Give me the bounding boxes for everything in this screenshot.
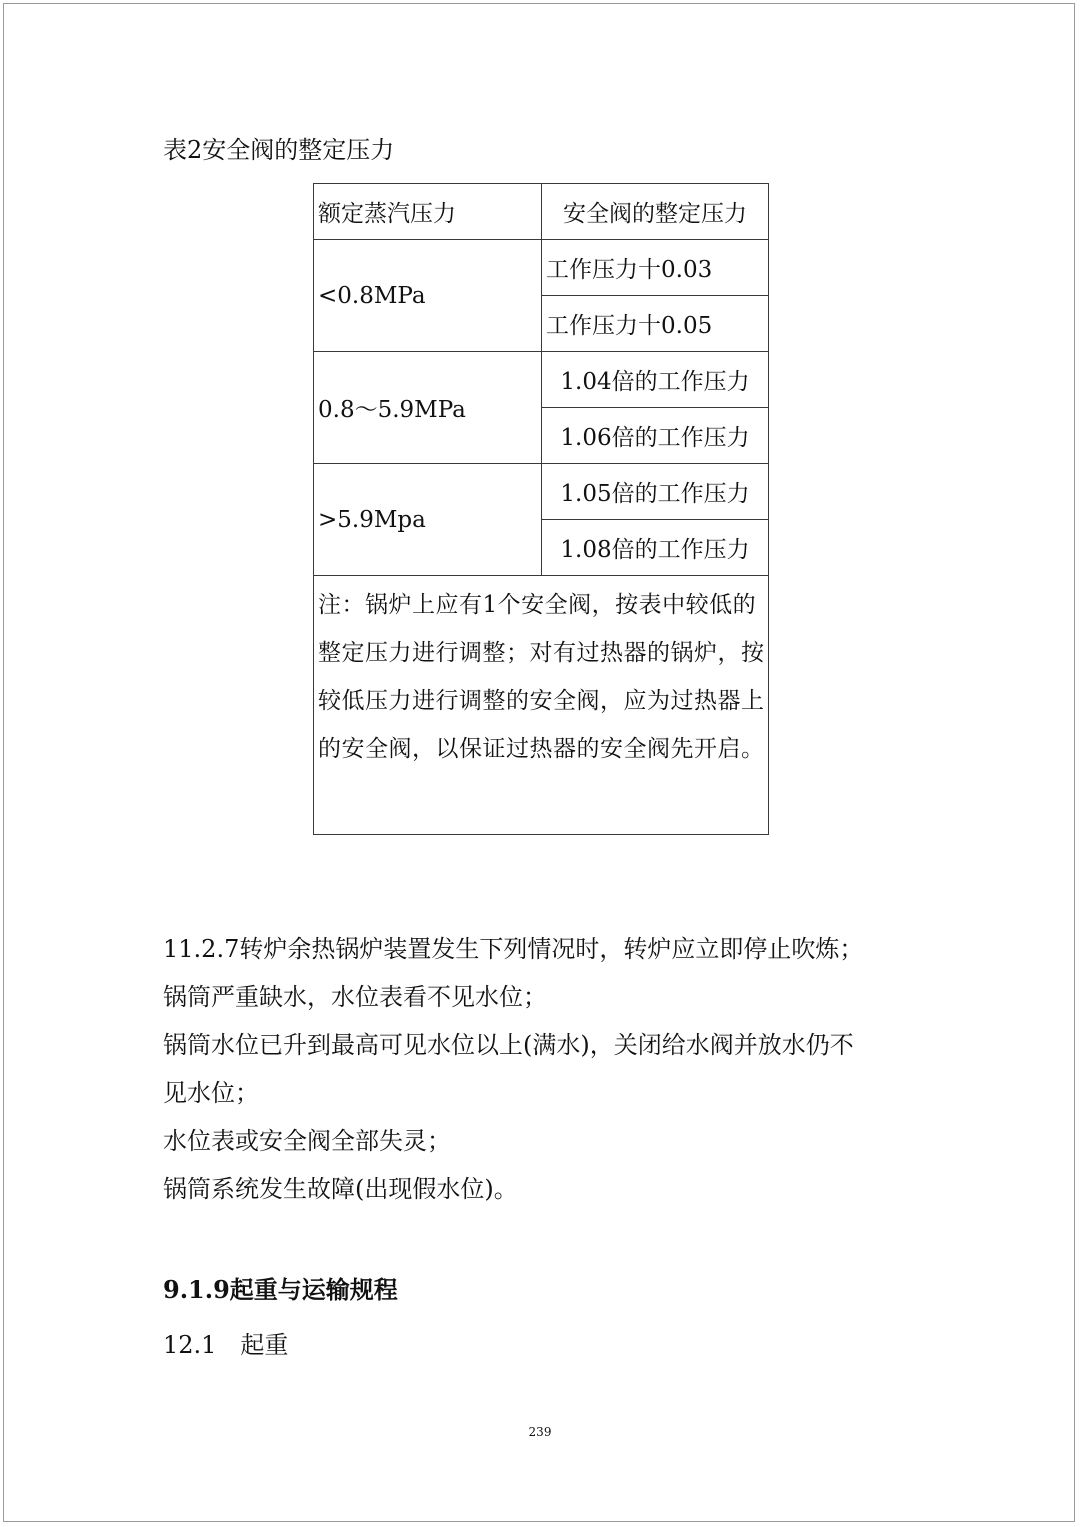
header-rated-pressure: 额定蒸汽压力 [314,184,542,240]
page-number: 239 [528,1425,552,1439]
paragraph-line: 11.2.7转炉余热锅炉装置发生下列情况时，转炉应立即停止吹炼； [163,935,864,963]
table-header-row [314,184,769,240]
set-pressure-cell: 工作压力十0.05 [542,296,769,352]
safety-valve-table [313,183,769,835]
set-pressure-cell: 工作压力十0.03 [542,240,769,296]
rated-pressure-cell: <0.8MPa [314,240,542,352]
table-row [314,352,769,408]
rated-pressure-cell: >5.9Mpa [314,464,542,576]
paragraph-line: 水位表或安全阀全部失灵； [163,1127,451,1155]
header-set-pressure: 安全阀的整定压力 [542,184,769,240]
paragraph-line: 锅筒严重缺水，水位表看不见水位； [163,983,547,1011]
table-row [314,464,769,520]
table-note-row [314,576,769,835]
set-pressure-cell: 1.04倍的工作压力 [542,352,769,408]
rated-pressure-cell: 0.8～5.9MPa [314,352,542,464]
paragraph-line: 见水位； [163,1079,259,1107]
paragraph-line: 锅筒水位已升到最高可见水位以上(满水)，关闭给水阀并放水仍不 [163,1031,854,1059]
paragraph-line: 锅筒系统发生故障(出现假水位)。 [163,1175,518,1203]
set-pressure-cell: 1.06倍的工作压力 [542,408,769,464]
table-note: 注：锅炉上应有1个安全阀，按表中较低的整定压力进行调整；对有过热器的锅炉，按较低压力进行调整的安全阀，应为过热器上的安全阀，以保证过热器的安全阀先开启。 [314,576,769,835]
table-row [314,240,769,296]
subsection-heading: 12.1 起重 [163,1331,289,1359]
set-pressure-cell: 1.08倍的工作压力 [542,520,769,576]
boiler-shutdown-paragraph [163,925,923,1213]
section-heading: 9.1.9起重与运输规程 [163,1275,398,1304]
set-pressure-cell: 1.05倍的工作压力 [542,464,769,520]
table-caption: 表2安全阀的整定压力 [163,136,395,164]
